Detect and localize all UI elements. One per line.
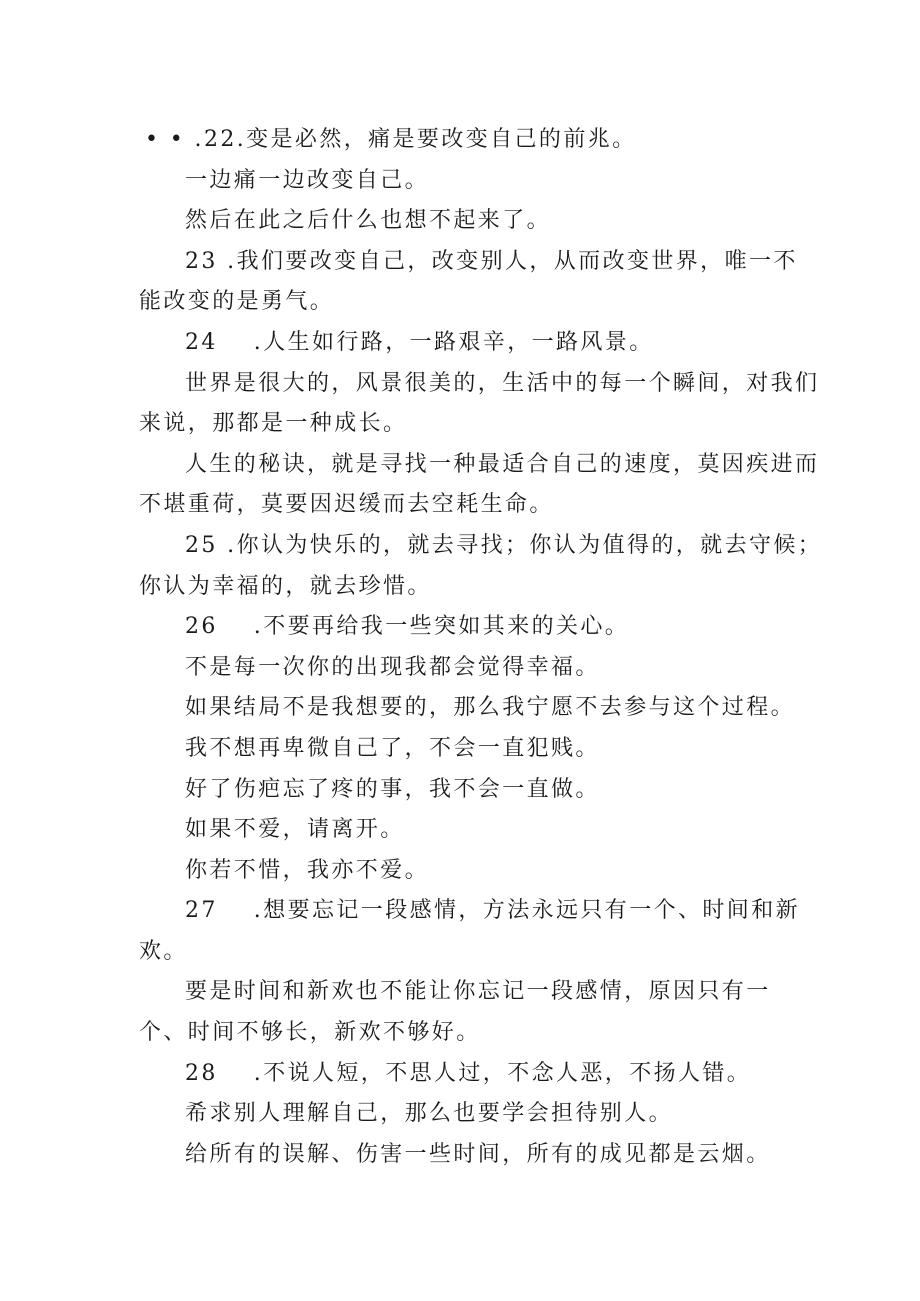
text-line: 希求别人理解自己，那么也要学会担待别人。 (185, 1101, 674, 1127)
line-text: .想要忘记一段感情，方法永远只有一个、时间和新 (253, 898, 800, 924)
text-line: 好了伤疤忘了疼的事，我不会一直做。 (185, 776, 600, 802)
text-line: 不堪重荷，莫要因迟缓而去空耗生命。 (139, 492, 554, 518)
text-line: 我不想再卑微自己了，不会一直犯贱。 (185, 735, 600, 761)
line-text: 22.变是必然，痛是要改变自己的前兆。 (203, 127, 637, 152)
text-line: 人生的秘诀，就是寻找一种最适合自己的速度，莫因疾进而 (185, 451, 820, 477)
text-line: 要是时间和新欢也不能让你忘记一段感情，原因只有一 (185, 979, 771, 1005)
line-text: .人生如行路，一路艰辛，一路风景。 (253, 329, 654, 355)
line-text: .不要再给我一些突如其来的关心。 (253, 614, 630, 640)
text-line (139, 1054, 799, 1095)
item-number: 24 (185, 329, 218, 355)
text-line: 欢。 (139, 938, 188, 964)
line-text: .不说人短，不思人过，不念人恶，不扬人错。 (253, 1060, 752, 1086)
text-line: 如果不爱，请离开。 (185, 817, 405, 843)
text-line: 25 .你认为快乐的，就去寻找；你认为值得的，就去守候； (185, 532, 823, 558)
text-line: 如果结局不是我想要的，那么我宁愿不去参与这个过程。 (185, 695, 796, 721)
item-number: 26 (185, 614, 218, 640)
bullet-prefix: • • . (145, 127, 204, 152)
text-line: 给所有的误解、伤害一些时间，所有的成见都是云烟。 (185, 1141, 771, 1167)
document-body (139, 120, 823, 1175)
text-line: 世界是很大的，风景很美的，生活中的每一个瞬间，对我们 (185, 370, 820, 396)
text-line: 一边痛一边改变自己。 (185, 167, 430, 193)
text-line (139, 891, 799, 932)
text-line (139, 120, 799, 161)
item-number: 27 (185, 898, 218, 924)
item-number: 28 (185, 1060, 218, 1086)
text-line: 然后在此之后什么也想不起来了。 (185, 208, 552, 234)
text-line: 来说，那都是一种成长。 (139, 411, 408, 437)
text-line: 不是每一次你的出现我都会觉得幸福。 (185, 654, 600, 680)
text-line: 个、时间不够长，新欢不够好。 (139, 1020, 481, 1046)
text-line: 你认为幸福的，就去珍惜。 (139, 573, 432, 599)
text-line: 你若不惜，我亦不爱。 (185, 857, 430, 883)
text-line (139, 607, 799, 648)
text-line (139, 323, 799, 364)
text-line: 23 .我们要改变自己，改变别人，从而改变世界，唯一不 (185, 248, 798, 274)
text-line: 能改变的是勇气。 (139, 289, 335, 315)
